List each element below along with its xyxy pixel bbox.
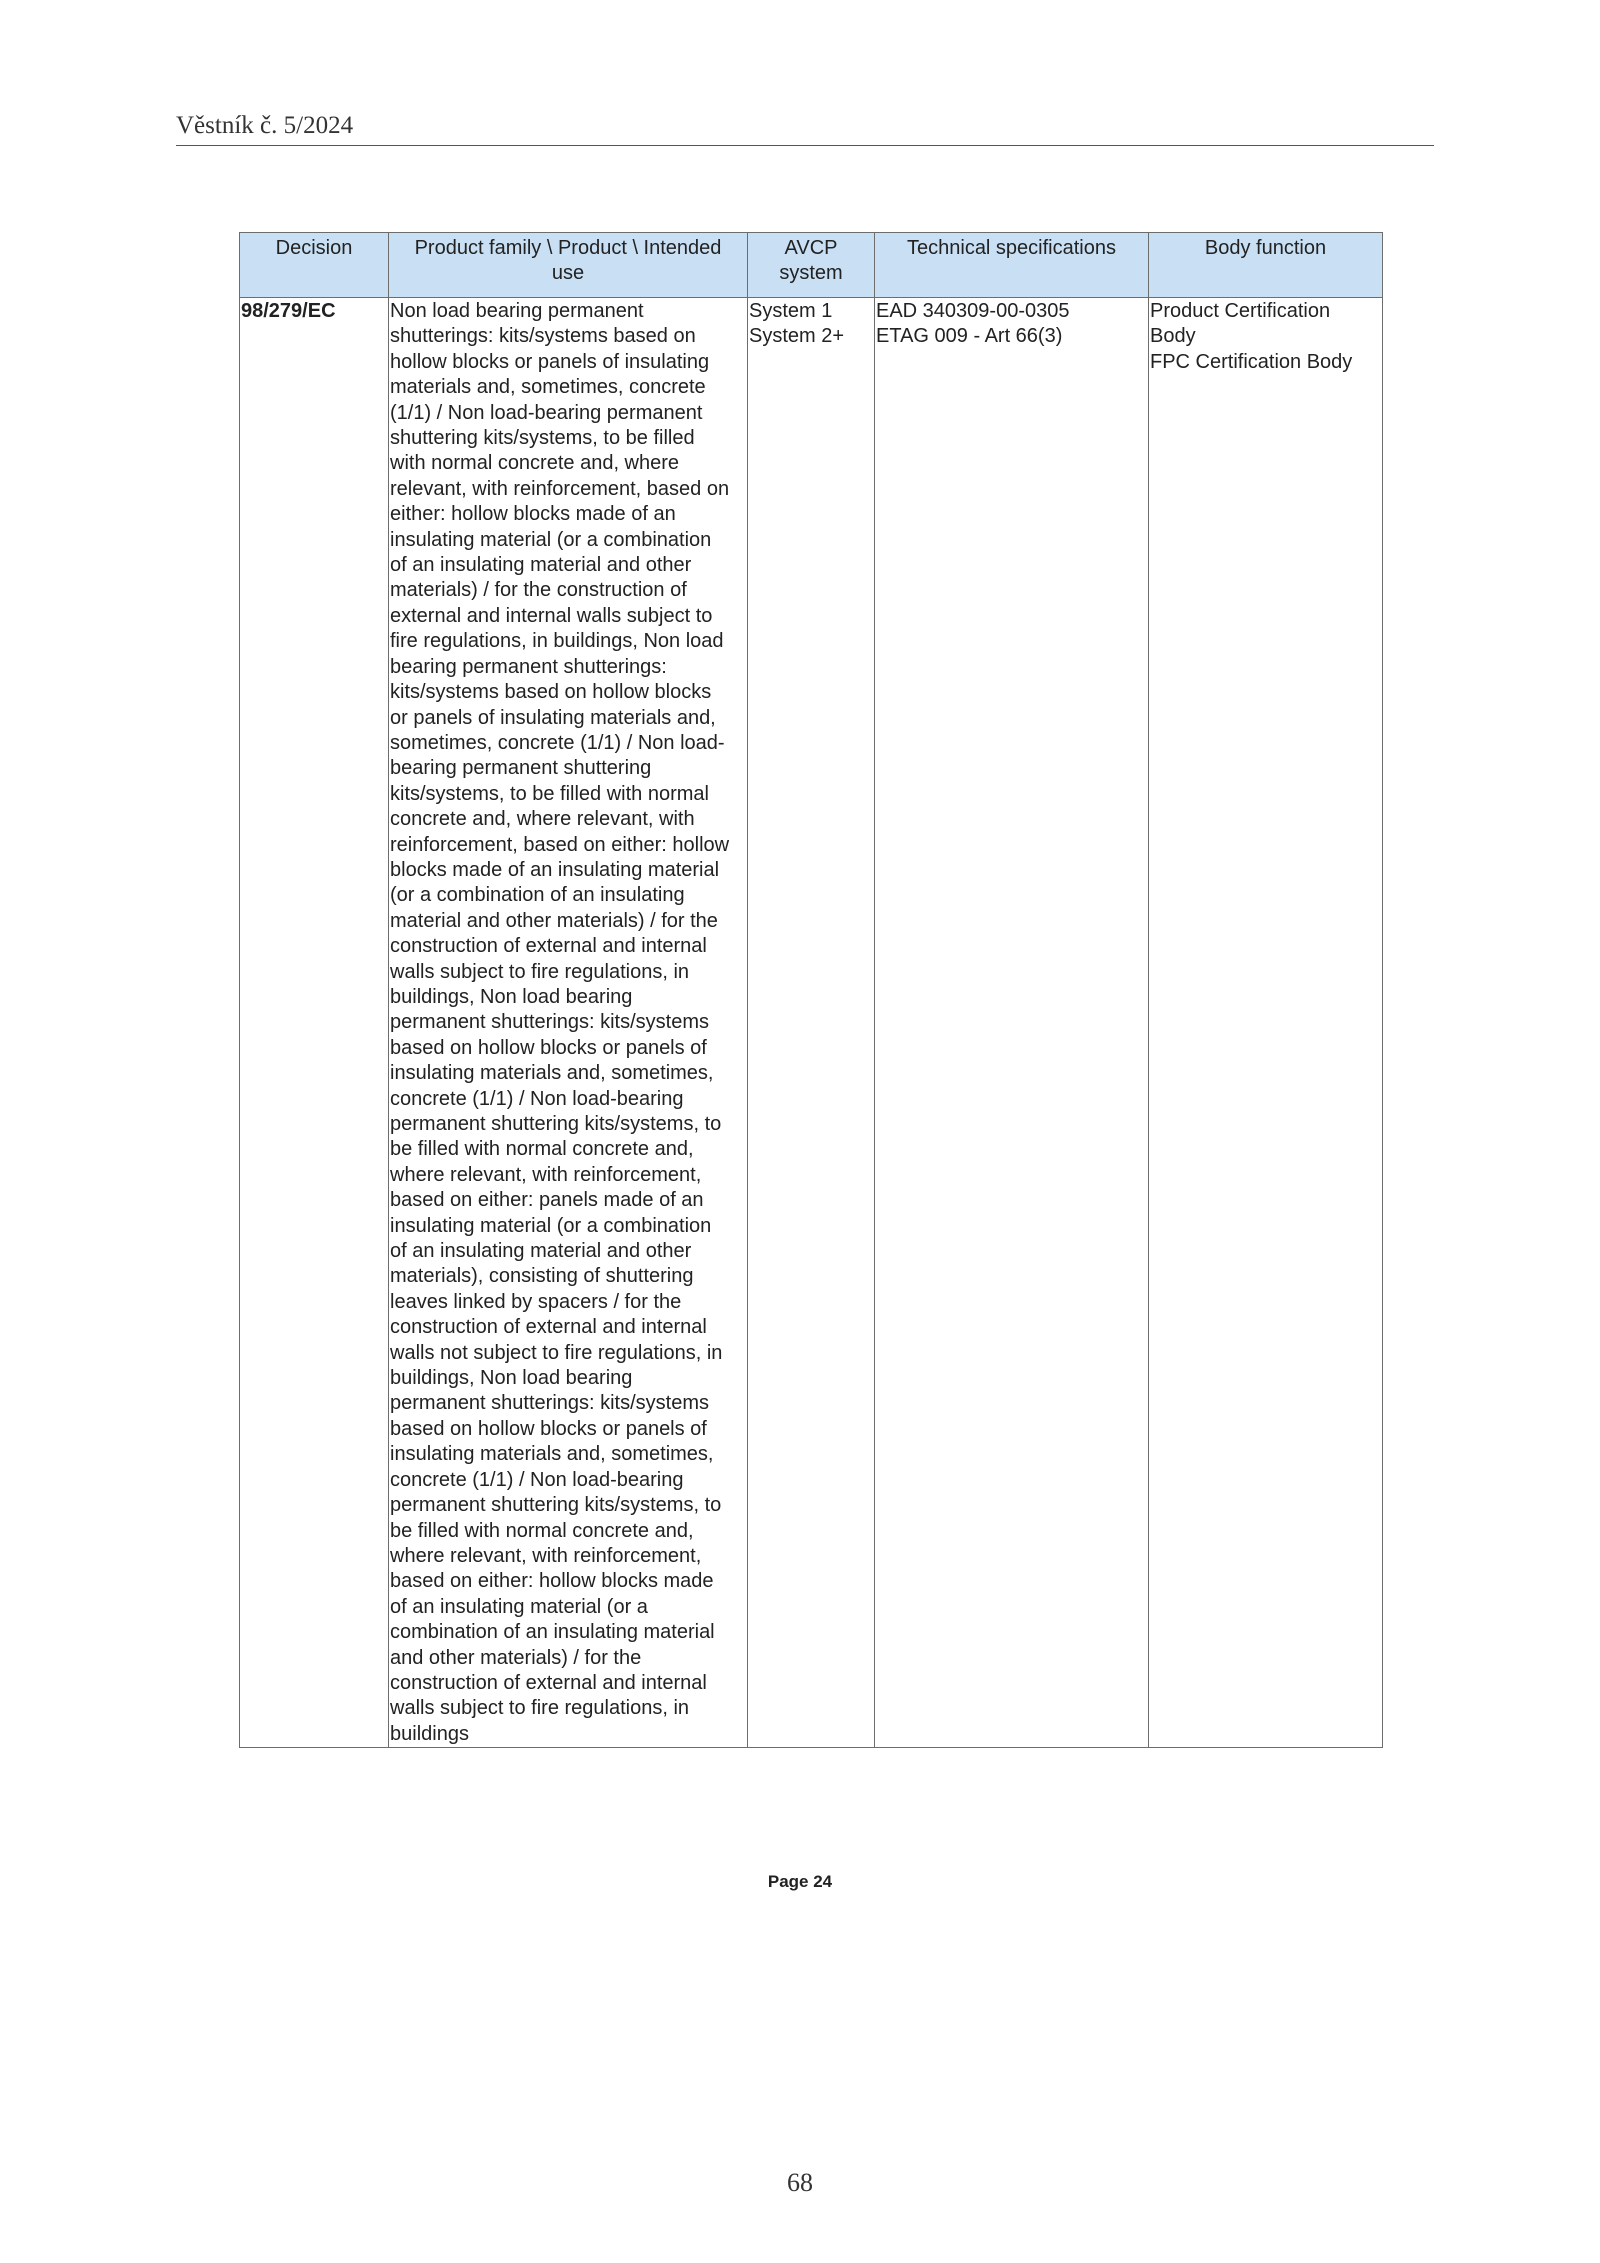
product-description-line: permanent shuttering kits/systems, to	[390, 1494, 722, 1517]
product-description-line: shuttering kits/systems, to be filled	[390, 427, 695, 450]
product-description-line: bearing permanent shutterings:	[390, 655, 667, 678]
product-description-line: insulating material (or a combination	[390, 528, 712, 551]
cell-body-function	[1149, 298, 1383, 1748]
page-number: 68	[787, 2168, 813, 2197]
product-specification-table	[239, 232, 1383, 1748]
product-description-line: hollow blocks or panels of insulating	[390, 350, 710, 373]
product-description-line: materials), consisting of shuttering	[390, 1265, 694, 1288]
product-description-line: insulating materials and, sometimes,	[390, 1062, 714, 1085]
header-decision	[240, 233, 389, 298]
product-description-line: buildings	[390, 1722, 469, 1745]
table-header-row	[240, 233, 1383, 298]
product-description-line: based on either: hollow blocks made	[390, 1570, 714, 1593]
header-body-function	[1149, 233, 1383, 298]
product-description-line: (or a combination of an insulating	[390, 884, 685, 907]
header-product-family	[389, 233, 748, 298]
product-description-line: kits/systems, to be filled with normal	[390, 782, 709, 805]
product-description-line: based on either: panels made of an	[390, 1189, 704, 1212]
cell-avcp-system	[748, 298, 875, 1748]
product-description-line: walls subject to fire regulations, in	[390, 960, 690, 983]
product-description-line: combination of an insulating material	[390, 1621, 715, 1644]
product-description-line: and other materials) / for the	[390, 1646, 642, 1669]
product-description-line: relevant, with reinforcement, based on	[390, 477, 730, 500]
avcp-line: System 2+	[749, 325, 845, 348]
product-description-line: insulating materials and, sometimes,	[390, 1443, 714, 1466]
header-line: system	[779, 262, 843, 285]
table-row	[240, 298, 1383, 1748]
cell-technical-specifications	[875, 298, 1149, 1748]
product-description-line: construction of external and internal	[390, 935, 707, 958]
header-avcp-system	[748, 233, 875, 298]
product-description-line: reinforcement, based on either: hollow	[390, 833, 730, 856]
product-description-line: insulating material (or a combination	[390, 1214, 712, 1237]
product-description-line: be filled with normal concrete and,	[390, 1138, 694, 1161]
product-description-line: of an insulating material (or a	[390, 1595, 648, 1618]
tech-spec-line: EAD 340309-00-0305	[876, 300, 1070, 322]
product-description-line: based on hollow blocks or panels of	[390, 1417, 707, 1440]
product-description-line: be filled with normal concrete and,	[390, 1519, 694, 1542]
running-head: Věstník č. 5/2024	[176, 112, 354, 139]
product-description-line: with normal concrete and, where	[390, 452, 680, 475]
product-description-line: external and internal walls subject to	[390, 604, 713, 627]
product-description-line: materials) / for the construction of	[390, 579, 687, 602]
avcp-line: System 1	[749, 300, 833, 322]
product-description-line: either: hollow blocks made of an	[390, 503, 676, 526]
header-line: Product family \ Product \ Intended	[414, 237, 722, 259]
product-description-line: fire regulations, in buildings, Non load	[390, 630, 724, 653]
page-label: Page 24	[767, 1872, 833, 1891]
product-description-line: leaves linked by spacers / for the	[390, 1290, 682, 1313]
product-description-line: concrete (1/1) / Non load-bearing	[390, 1468, 684, 1491]
body-function-line: Product Certification	[1150, 300, 1331, 322]
product-description-line: (1/1) / Non load-bearing permanent	[390, 401, 703, 424]
product-description-line: concrete (1/1) / Non load-bearing	[390, 1087, 684, 1110]
product-description-line: Non load bearing permanent	[390, 300, 644, 322]
product-description-line: permanent shutterings: kits/systems	[390, 1392, 710, 1415]
header-line: use	[551, 262, 585, 285]
product-description-line: construction of external and internal	[390, 1671, 707, 1694]
header-line: Body function	[1204, 237, 1327, 259]
product-description-line: bearing permanent shuttering	[390, 757, 652, 780]
product-description-line: or panels of insulating materials and,	[390, 706, 716, 729]
product-description-line: walls subject to fire regulations, in	[390, 1697, 690, 1720]
header-line: Technical specifications	[907, 237, 1116, 259]
body-function-line: Body	[1150, 325, 1196, 348]
cell-product-family	[389, 298, 748, 1748]
product-description-line: based on hollow blocks or panels of	[390, 1036, 707, 1059]
product-description-line: permanent shuttering kits/systems, to	[390, 1113, 722, 1135]
product-description-line: construction of external and internal	[390, 1316, 707, 1339]
product-description-line: material and other materials) / for the	[390, 909, 718, 932]
product-description-line: shutterings: kits/systems based on	[390, 325, 696, 348]
product-description-line: where relevant, with reinforcement,	[390, 1163, 702, 1186]
header-line: Decision	[275, 237, 353, 259]
header-technical-specifications	[875, 233, 1149, 298]
product-description-line: where relevant, with reinforcement,	[390, 1544, 702, 1567]
product-description-line: of an insulating material and other	[390, 1240, 692, 1263]
product-description-line: kits/systems based on hollow blocks	[390, 681, 712, 704]
product-description-line: blocks made of an insulating material	[390, 858, 720, 881]
decision-code: 98/279/EC	[241, 300, 336, 322]
product-description-line: concrete and, where relevant, with	[390, 808, 695, 831]
product-description-line: of an insulating material and other	[390, 554, 692, 577]
cell-decision	[240, 298, 389, 1748]
tech-spec-line: ETAG 009 - Art 66(3)	[876, 325, 1063, 348]
product-description-line: walls not subject to fire regulations, in	[390, 1341, 723, 1364]
product-description-line: buildings, Non load bearing	[390, 1367, 633, 1390]
body-function-line: FPC Certification Body	[1150, 350, 1353, 373]
header-line: AVCP	[784, 237, 838, 259]
header-divider	[176, 145, 1434, 146]
product-description-line: buildings, Non load bearing	[390, 985, 633, 1008]
product-description-line: sometimes, concrete (1/1) / Non load-	[390, 731, 725, 754]
product-description-line: materials and, sometimes, concrete	[390, 376, 706, 399]
product-description-line: permanent shutterings: kits/systems	[390, 1011, 710, 1034]
